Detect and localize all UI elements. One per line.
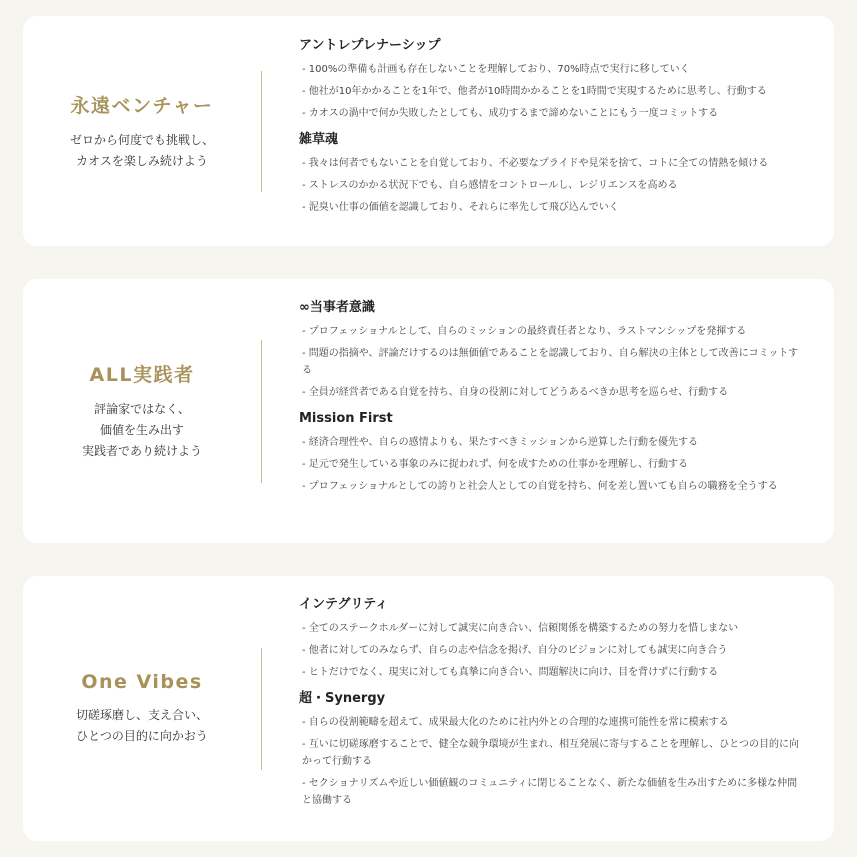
value-details <box>299 37 799 221</box>
list-item: - 他者に対してのみならず、自らの志や信念を掲げ、自分のビジョンに対しても誠実に向き合う <box>302 645 728 656</box>
value-summary <box>23 576 261 841</box>
list-item: - 全員が経営者である自覚を持ち、自身の役割に対してどうあるべきか思考を巡らせ、行動する <box>302 387 729 398</box>
detail-section <box>299 299 799 401</box>
list-item: - 泥臭い仕事の価値を認識しており、それらに率先して飛び込んでいく <box>302 202 619 213</box>
list-item: - 足元で発生している事象のみに捉われず、何を成すための仕事かを理解し、行動する <box>302 459 688 470</box>
value-title: 永遠ベンチャー <box>70 94 214 117</box>
detail-section <box>299 596 799 681</box>
vertical-divider <box>261 648 262 770</box>
value-title: ALL実践者 <box>89 364 195 386</box>
list-item: - カオスの渦中で何か失敗したとしても、成功するまで諦めないことにもう一度コミットする <box>302 108 719 119</box>
section-heading: Mission First <box>299 411 393 426</box>
list-item: - 互いに切磋琢磨することで、健全な競争環境が生まれ、相互発展に寄与することを理解し、ひとつの目的に向かって行動する <box>302 739 799 767</box>
value-description: 切磋琢磨し、支え合い、 ひとつの目的に向かおう <box>75 707 208 743</box>
list-item: - 経済合理性や、自らの感情よりも、果たすべきミッションから逆算した行動を優先する <box>302 437 698 448</box>
value-card-eien-venture <box>23 16 834 246</box>
value-details <box>299 299 799 500</box>
value-details <box>299 596 799 814</box>
list-item: - ストレスのかかる状況下でも、自ら感情をコントロールし、レジリエンスを高める <box>302 180 678 191</box>
value-summary <box>23 16 261 246</box>
list-item: - 全てのステークホルダーに対して誠実に向き合い、信頼関係を構築するための努力を惜しまない <box>302 623 739 634</box>
value-description: 評論家ではなく、 価値を生み出す 実践者であり続けよう <box>81 402 202 458</box>
vertical-divider <box>261 340 262 483</box>
detail-section <box>299 690 799 809</box>
list-item: - セクショナリズムや近しい価値観のコミュニティに閉じることなく、新たな価値を生み出すために多様な仲間と協働する <box>302 778 798 806</box>
list-item: - プロフェッショナルとして、自らのミッションの最終責任者となり、ラストマンシップを発揮する <box>302 326 747 337</box>
value-card-one-vibes <box>23 576 834 841</box>
vertical-divider <box>261 71 262 192</box>
value-card-all-jissensha <box>23 279 834 543</box>
list-item: - ヒトだけでなく、現実に対しても真摯に向き合い、問題解決に向け、目を背けずに行動する <box>302 667 719 678</box>
section-heading: インテグリティ <box>299 597 389 612</box>
detail-section <box>299 37 799 122</box>
list-item: - 他社が10年かかることを1年で、他者が10時間かかることを1時間で実現するために思考し、行動する <box>302 86 767 97</box>
list-item: - 我々は何者でもないことを自覚しており、不必要なプライドや見栄を捨て、コトに全ての情熱を傾ける <box>302 158 769 169</box>
list-item: - 自らの役割範疇を超えて、成果最大化のために社内外との合理的な連携可能性を常に模索する <box>302 717 729 728</box>
section-heading: アントレプレナーシップ <box>299 38 441 53</box>
value-summary <box>23 279 261 543</box>
section-heading: 雑草魂 <box>299 132 339 147</box>
list-item: - 100%の準備も計画も存在しないことを理解しており、70%時点で実行に移していく <box>302 64 690 75</box>
section-heading: ∞当事者意識 <box>299 300 375 315</box>
section-heading: 超・Synergy <box>299 691 386 706</box>
detail-section <box>299 410 799 495</box>
list-item: - 問題の指摘や、評論だけするのは無価値であることを認識しており、自ら解決の主体として改善にコミットする <box>302 348 799 376</box>
value-title: One Vibes <box>81 670 203 693</box>
detail-section <box>299 131 799 216</box>
list-item: - プロフェッショナルとしての誇りと社会人としての自覚を持ち、何を差し置いても自らの職務を全うする <box>302 481 778 492</box>
value-description: ゼロから何度でも挑戦し、 カオスを楽しみ続けよう <box>69 132 214 168</box>
